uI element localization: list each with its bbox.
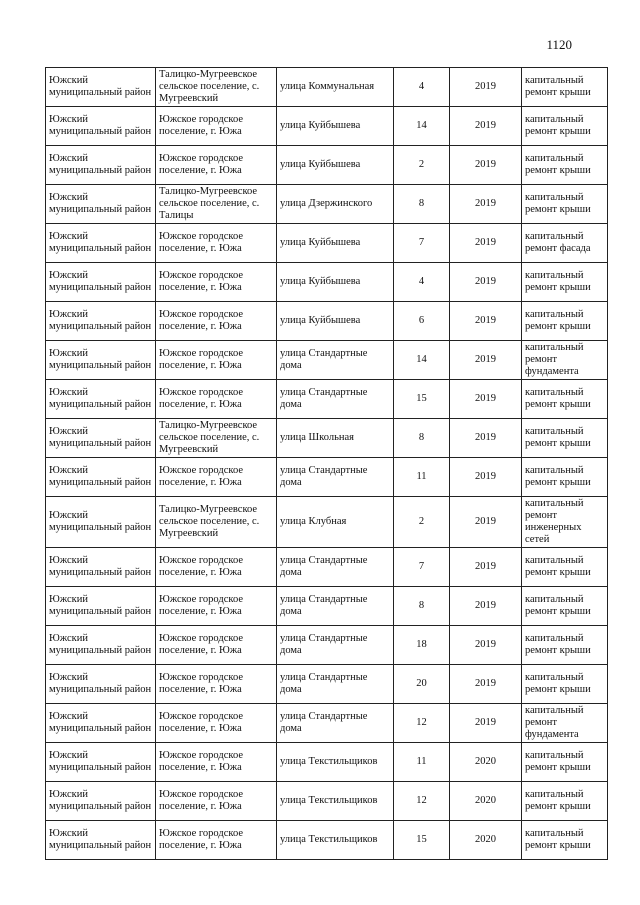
table-row: [46, 665, 608, 704]
work-type-cell: капитальный ремонт фундамента: [522, 341, 608, 380]
street-cell: улица Стандартные дома: [277, 665, 394, 704]
year-cell: 2019: [450, 68, 522, 107]
house-number-cell: 18: [394, 626, 450, 665]
work-type-cell: капитальный ремонт крыши: [522, 587, 608, 626]
year-cell: 2019: [450, 185, 522, 224]
house-number-cell: 6: [394, 302, 450, 341]
house-number-cell: 14: [394, 341, 450, 380]
work-type-cell: капитальный ремонт крыши: [522, 458, 608, 497]
settlement-cell: Южское городское поселение, г. Южа: [156, 380, 277, 419]
settlement-cell: Южское городское поселение, г. Южа: [156, 665, 277, 704]
year-cell: 2020: [450, 782, 522, 821]
table-row: [46, 821, 608, 860]
street-cell: улица Куйбышева: [277, 107, 394, 146]
year-cell: 2019: [450, 587, 522, 626]
house-number-cell: 4: [394, 263, 450, 302]
house-number-cell: 12: [394, 704, 450, 743]
district-cell: Южский муниципальный район: [46, 626, 156, 665]
street-cell: улица Школьная: [277, 419, 394, 458]
district-cell: Южский муниципальный район: [46, 185, 156, 224]
year-cell: 2019: [450, 146, 522, 185]
district-cell: Южский муниципальный район: [46, 548, 156, 587]
house-number-cell: 2: [394, 146, 450, 185]
table-row: [46, 704, 608, 743]
street-cell: улица Куйбышева: [277, 224, 394, 263]
table-row: [46, 263, 608, 302]
table-row: [46, 68, 608, 107]
year-cell: 2019: [450, 458, 522, 497]
district-cell: Южский муниципальный район: [46, 497, 156, 548]
work-type-cell: капитальный ремонт крыши: [522, 548, 608, 587]
district-cell: Южский муниципальный район: [46, 302, 156, 341]
year-cell: 2019: [450, 107, 522, 146]
street-cell: улица Куйбышева: [277, 302, 394, 341]
street-cell: улица Дзержинского: [277, 185, 394, 224]
work-type-cell: капитальный ремонт крыши: [522, 302, 608, 341]
work-type-cell: капитальный ремонт крыши: [522, 107, 608, 146]
table-row: [46, 185, 608, 224]
street-cell: улица Коммунальная: [277, 68, 394, 107]
work-type-cell: капитальный ремонт крыши: [522, 665, 608, 704]
district-cell: Южский муниципальный район: [46, 665, 156, 704]
house-number-cell: 11: [394, 458, 450, 497]
year-cell: 2019: [450, 548, 522, 587]
year-cell: 2019: [450, 263, 522, 302]
table-row: [46, 224, 608, 263]
work-type-cell: капитальный ремонт крыши: [522, 380, 608, 419]
district-cell: Южский муниципальный район: [46, 341, 156, 380]
settlement-cell: Южское городское поселение, г. Южа: [156, 782, 277, 821]
table-row: [46, 782, 608, 821]
work-type-cell: капитальный ремонт крыши: [522, 185, 608, 224]
repair-schedule-table: [45, 67, 608, 860]
street-cell: улица Текстильщиков: [277, 821, 394, 860]
settlement-cell: Южское городское поселение, г. Южа: [156, 107, 277, 146]
table-row: [46, 146, 608, 185]
settlement-cell: Южское городское поселение, г. Южа: [156, 548, 277, 587]
settlement-cell: Южское городское поселение, г. Южа: [156, 146, 277, 185]
street-cell: улица Текстильщиков: [277, 743, 394, 782]
district-cell: Южский муниципальный район: [46, 263, 156, 302]
settlement-cell: Южское городское поселение, г. Южа: [156, 821, 277, 860]
house-number-cell: 2: [394, 497, 450, 548]
street-cell: улица Клубная: [277, 497, 394, 548]
work-type-cell: капитальный ремонт крыши: [522, 263, 608, 302]
house-number-cell: 8: [394, 185, 450, 224]
house-number-cell: 7: [394, 548, 450, 587]
year-cell: 2019: [450, 419, 522, 458]
year-cell: 2019: [450, 302, 522, 341]
table-row: [46, 458, 608, 497]
street-cell: улица Стандартные дома: [277, 341, 394, 380]
year-cell: 2020: [450, 821, 522, 860]
settlement-cell: Талицко-Мугреевское сельское поселение, с. Мугреевский: [156, 419, 277, 458]
street-cell: улица Стандартные дома: [277, 587, 394, 626]
district-cell: Южский муниципальный район: [46, 224, 156, 263]
street-cell: улица Стандартные дома: [277, 380, 394, 419]
district-cell: Южский муниципальный район: [46, 146, 156, 185]
settlement-cell: Талицко-Мугреевское сельское поселение, с. Мугреевский: [156, 68, 277, 107]
district-cell: Южский муниципальный район: [46, 107, 156, 146]
year-cell: 2019: [450, 341, 522, 380]
street-cell: улица Куйбышева: [277, 263, 394, 302]
district-cell: Южский муниципальный район: [46, 821, 156, 860]
work-type-cell: капитальный ремонт крыши: [522, 821, 608, 860]
street-cell: улица Стандартные дома: [277, 458, 394, 497]
house-number-cell: 11: [394, 743, 450, 782]
work-type-cell: капитальный ремонт крыши: [522, 68, 608, 107]
work-type-cell: капитальный ремонт крыши: [522, 782, 608, 821]
settlement-cell: Южское городское поселение, г. Южа: [156, 458, 277, 497]
house-number-cell: 15: [394, 380, 450, 419]
settlement-cell: Южское городское поселение, г. Южа: [156, 302, 277, 341]
house-number-cell: 4: [394, 68, 450, 107]
work-type-cell: капитальный ремонт крыши: [522, 419, 608, 458]
table-row: [46, 743, 608, 782]
street-cell: улица Куйбышева: [277, 146, 394, 185]
year-cell: 2019: [450, 665, 522, 704]
house-number-cell: 8: [394, 587, 450, 626]
district-cell: Южский муниципальный район: [46, 419, 156, 458]
work-type-cell: капитальный ремонт фундамента: [522, 704, 608, 743]
table-row: [46, 419, 608, 458]
district-cell: Южский муниципальный район: [46, 68, 156, 107]
year-cell: 2019: [450, 224, 522, 263]
settlement-cell: Южское городское поселение, г. Южа: [156, 743, 277, 782]
work-type-cell: капитальный ремонт инженерных сетей: [522, 497, 608, 548]
table-row: [46, 107, 608, 146]
table-row: [46, 302, 608, 341]
house-number-cell: 8: [394, 419, 450, 458]
table-body: [46, 68, 608, 860]
page-number: 1120: [546, 37, 572, 52]
house-number-cell: 20: [394, 665, 450, 704]
district-cell: Южский муниципальный район: [46, 704, 156, 743]
settlement-cell: Южское городское поселение, г. Южа: [156, 704, 277, 743]
year-cell: 2019: [450, 380, 522, 419]
work-type-cell: капитальный ремонт крыши: [522, 146, 608, 185]
settlement-cell: Южское городское поселение, г. Южа: [156, 626, 277, 665]
district-cell: Южский муниципальный район: [46, 458, 156, 497]
street-cell: улица Стандартные дома: [277, 626, 394, 665]
street-cell: улица Стандартные дома: [277, 704, 394, 743]
work-type-cell: капитальный ремонт крыши: [522, 743, 608, 782]
street-cell: улица Текстильщиков: [277, 782, 394, 821]
settlement-cell: Талицко-Мугреевское сельское поселение, с. Мугреевский: [156, 497, 277, 548]
year-cell: 2019: [450, 626, 522, 665]
district-cell: Южский муниципальный район: [46, 587, 156, 626]
table-row: [46, 587, 608, 626]
district-cell: Южский муниципальный район: [46, 743, 156, 782]
house-number-cell: 12: [394, 782, 450, 821]
district-cell: Южский муниципальный район: [46, 782, 156, 821]
table-row: [46, 626, 608, 665]
year-cell: 2020: [450, 743, 522, 782]
house-number-cell: 7: [394, 224, 450, 263]
table-row: [46, 341, 608, 380]
table-row: [46, 497, 608, 548]
table-row: [46, 380, 608, 419]
settlement-cell: Южское городское поселение, г. Южа: [156, 341, 277, 380]
settlement-cell: Талицко-Мугреевское сельское поселение, с. Талицы: [156, 185, 277, 224]
work-type-cell: капитальный ремонт крыши: [522, 626, 608, 665]
work-type-cell: капитальный ремонт фасада: [522, 224, 608, 263]
year-cell: 2019: [450, 704, 522, 743]
settlement-cell: Южское городское поселение, г. Южа: [156, 263, 277, 302]
street-cell: улица Стандартные дома: [277, 548, 394, 587]
table-row: [46, 548, 608, 587]
settlement-cell: Южское городское поселение, г. Южа: [156, 224, 277, 263]
district-cell: Южский муниципальный район: [46, 380, 156, 419]
settlement-cell: Южское городское поселение, г. Южа: [156, 587, 277, 626]
house-number-cell: 14: [394, 107, 450, 146]
year-cell: 2019: [450, 497, 522, 548]
house-number-cell: 15: [394, 821, 450, 860]
